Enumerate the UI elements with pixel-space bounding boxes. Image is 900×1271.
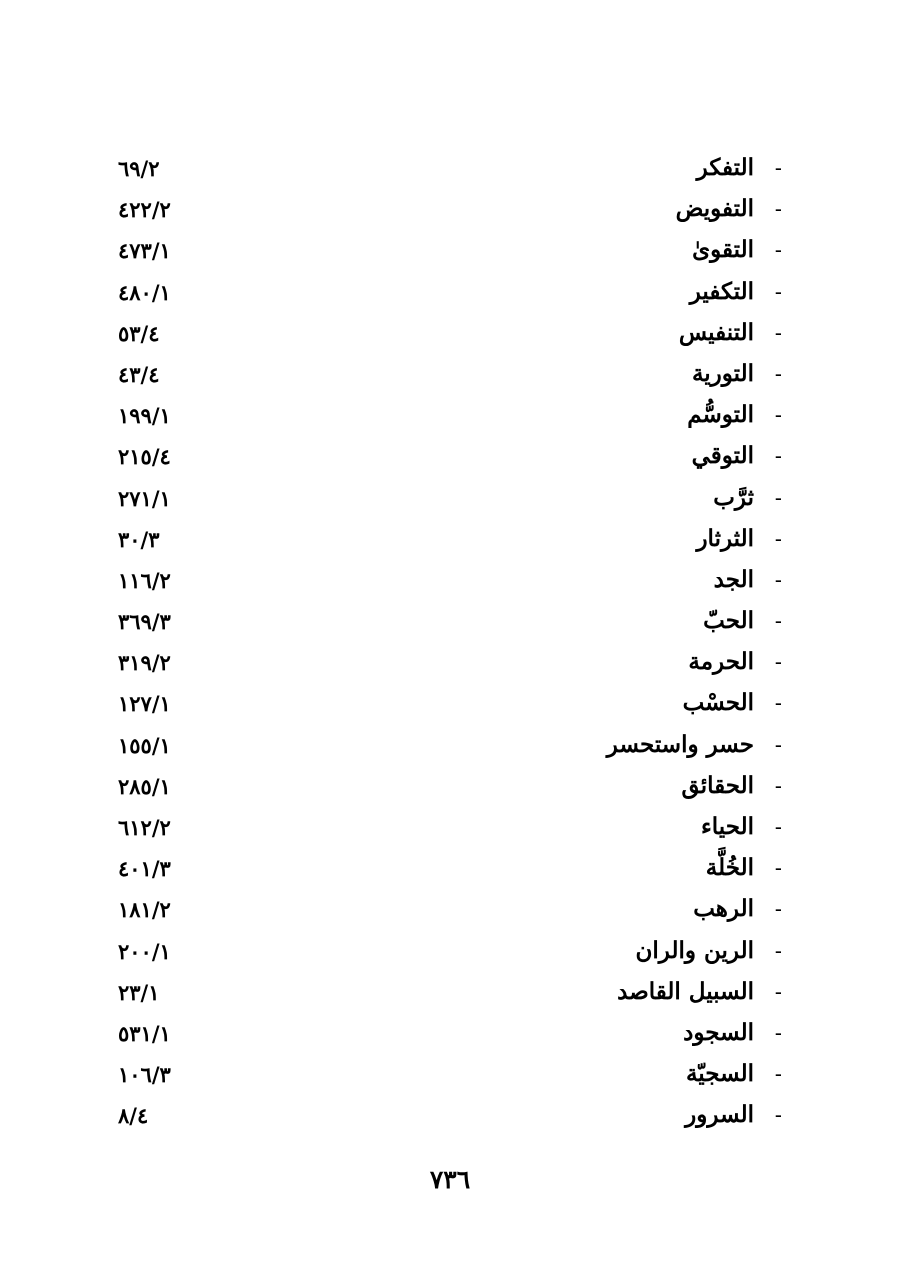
index-entry: [118, 189, 782, 230]
index-entry: [118, 972, 782, 1013]
entry-term: السرور: [685, 1101, 754, 1129]
index-entry: [118, 560, 782, 601]
entry-dash: -: [774, 526, 782, 551]
index-entry: [118, 807, 782, 848]
entry-dash: -: [774, 650, 782, 675]
entry-dash: -: [774, 815, 782, 839]
entry-dash: -: [774, 567, 782, 592]
entry-dash: -: [774, 238, 782, 263]
entry-reference: ١٩٩/١: [118, 403, 171, 429]
entry-term: الحسْب: [682, 689, 754, 717]
entry-reference: ٢٣/١: [118, 979, 160, 1005]
index-entry: [118, 313, 782, 354]
entry-reference: ٦١٢/٢: [118, 815, 171, 840]
entry-dash: -: [774, 279, 782, 304]
index-entry: [118, 931, 782, 972]
entry-dash: -: [774, 1062, 782, 1087]
entry-reference: ٣٠/٣: [118, 526, 160, 552]
entry-term: الخُلَّة: [705, 854, 754, 882]
index-entry: [118, 766, 782, 807]
entry-dash: -: [774, 156, 782, 180]
index-entry: [118, 642, 782, 683]
index-entry: [118, 1013, 782, 1054]
index-entry: [118, 1054, 782, 1095]
entry-dash: -: [774, 938, 782, 963]
index-entry: [118, 683, 782, 724]
entry-term: التكفير: [689, 277, 754, 305]
index-entry: [118, 354, 782, 395]
entry-dash: -: [774, 485, 782, 510]
entry-dash: -: [774, 320, 782, 345]
index-entry: [118, 230, 782, 271]
index-entry: [118, 436, 782, 477]
entry-reference: ٤٠١/٣: [118, 856, 171, 882]
entry-reference: ٥٣١/١: [118, 1020, 171, 1046]
index-entry: [118, 889, 782, 930]
entry-reference: ١٠٦/٣: [118, 1062, 171, 1088]
entry-dash: -: [774, 732, 782, 757]
page-number: ٧٣٦: [429, 1165, 471, 1194]
entry-reference: ١١٦/٢: [118, 567, 171, 593]
entry-dash: -: [774, 1103, 782, 1128]
entry-reference: ٢١٥/٤: [118, 444, 171, 470]
index-entry: [118, 148, 782, 189]
entry-reference: ١٥٥/١: [118, 732, 171, 758]
entry-term: الرين والران: [635, 936, 754, 964]
entry-reference: ٤٢٢/٢: [118, 197, 171, 223]
entry-reference: ٣١٩/٢: [118, 650, 171, 676]
entry-dash: -: [774, 897, 782, 922]
index-entry: [118, 478, 782, 519]
entry-term: التفويض: [675, 195, 754, 223]
index-entry: [118, 395, 782, 436]
index-entry: [118, 725, 782, 766]
entry-dash: -: [774, 979, 782, 1004]
entry-term: السجود: [683, 1018, 754, 1046]
index-list: [118, 148, 782, 1137]
entry-reference: ٦٩/٢: [118, 156, 160, 181]
entry-dash: -: [774, 691, 782, 716]
entry-term: التفكر: [696, 154, 754, 181]
entry-reference: ١٢٧/١: [118, 691, 171, 717]
index-entry: [118, 848, 782, 889]
entry-term: السجيّة: [685, 1060, 754, 1088]
entry-term: التوقي: [691, 442, 754, 470]
entry-reference: ١٨١/٢: [118, 897, 171, 923]
entry-reference: ٣٦٩/٣: [118, 609, 171, 635]
entry-dash: -: [774, 856, 782, 881]
entry-reference: ٤٣/٤: [118, 361, 160, 387]
entry-term: الحرمة: [688, 648, 754, 676]
entry-reference: ٨/٤: [118, 1103, 149, 1129]
entry-dash: -: [774, 403, 782, 428]
entry-term: التورية: [691, 359, 754, 387]
entry-term: الحبّ: [703, 607, 754, 635]
entry-term: الجد: [713, 565, 754, 593]
entry-term: الحقائق: [681, 771, 754, 799]
entry-term: التقوىٰ: [692, 236, 754, 264]
entry-term: حسر واستحسر: [606, 730, 754, 758]
entry-reference: ٢٧١/١: [118, 485, 171, 511]
entry-term: الرهب: [693, 895, 754, 923]
entry-dash: -: [774, 1020, 782, 1045]
index-entry: [118, 601, 782, 642]
entry-term: التوسُّم: [687, 401, 754, 429]
entry-term: الثرثار: [696, 524, 754, 552]
entry-term: السبيل القاصد: [617, 977, 754, 1005]
entry-dash: -: [774, 197, 782, 222]
entry-term: التنفيس: [678, 318, 754, 346]
entry-term: الحياء: [700, 813, 754, 840]
entry-reference: ٢٠٠/١: [118, 938, 171, 964]
entry-dash: -: [774, 609, 782, 634]
entry-dash: -: [774, 361, 782, 386]
entry-term: ثرَّب: [713, 483, 754, 511]
entry-reference: ٢٨٥/١: [118, 773, 171, 799]
entry-reference: ٤٨٠/١: [118, 279, 171, 305]
index-entry: [118, 1095, 782, 1136]
entry-reference: ٤٧٣/١: [118, 238, 171, 264]
index-entry: [118, 272, 782, 313]
entry-reference: ٥٣/٤: [118, 320, 160, 346]
entry-dash: -: [774, 444, 782, 469]
entry-dash: -: [774, 773, 782, 798]
index-entry: [118, 519, 782, 560]
